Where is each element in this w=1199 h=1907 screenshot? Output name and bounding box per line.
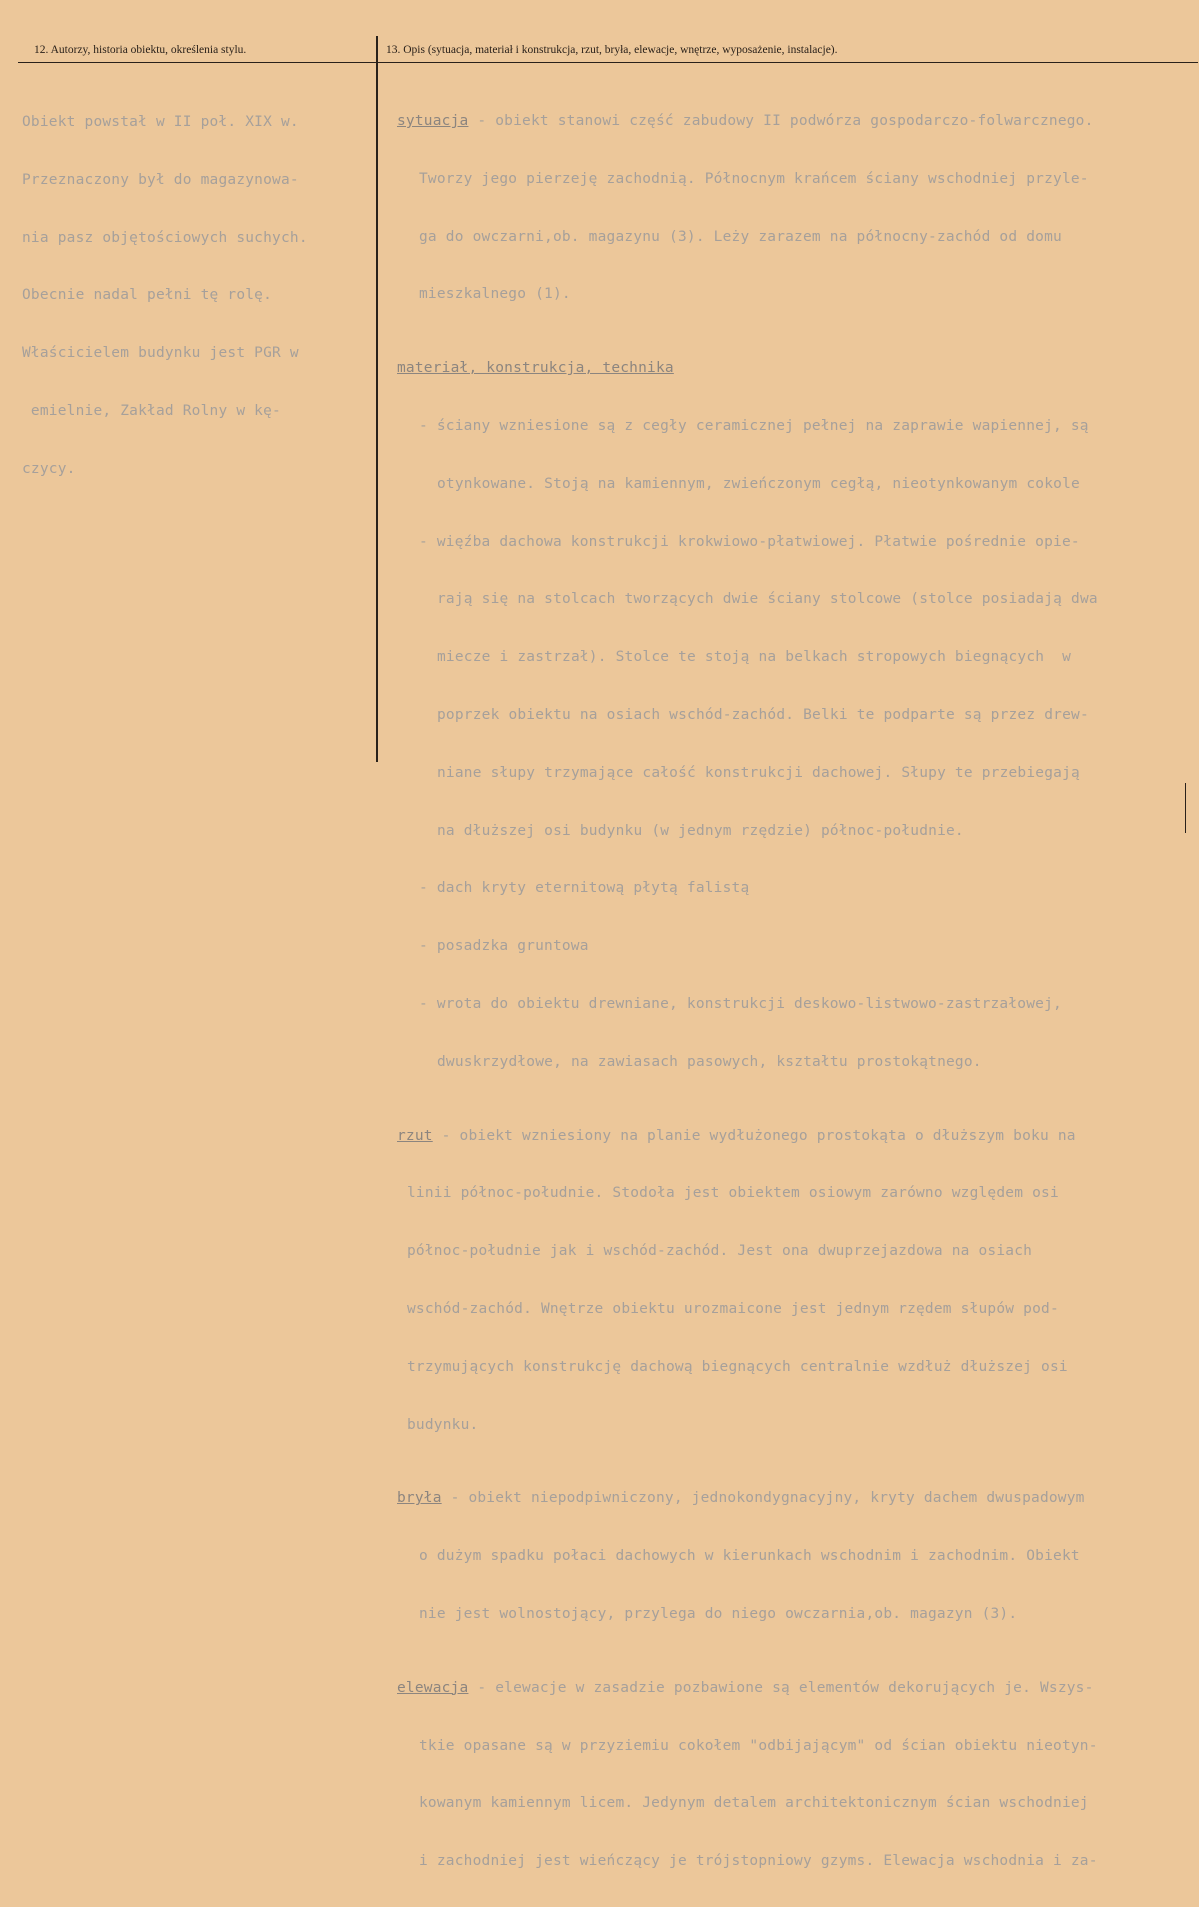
edge-mark [1185,783,1186,833]
text-line: nia pasz objętościowych suchych. [22,229,308,246]
text-line: Przeznaczony był do magazynowa- [22,171,299,188]
text-line: poprzek obiektu na osiach wschód-zachód. Belki te podparte są przez drew- [437,706,1089,723]
text-line: otynkowane. Stoją na kamiennym, zwieńczonym cegłą, nieotynkowanym cokole [437,475,1080,492]
text-line: miecze i zastrzał). Stolce te stoją na belkach stropowych biegnących w [437,649,1072,666]
text-line: czycy. [22,460,76,477]
section-13-header: 13. Opis (sytuacja, materiał i konstrukcja, rzut, bryła, elewacje, wnętrze, wyposażenie, instalacje). [386,44,838,56]
text-line: ga do owczarni,ob. magazynu (3). Leży zarazem na północny-zachód od domu [419,228,1062,245]
text-line: rają się na stolcach tworzących dwie ściany stolcowe (stolce posiadają dwa [437,591,1098,608]
header-rule [18,62,1198,63]
text-line [397,1124,1098,1150]
text-span: - elewacje w zasadzie pozbawione są elementów dekorujących je. Wszys- [468,1679,1094,1696]
keyword-elewacja: elewacja [397,1679,469,1696]
text-line: Obecnie nadal pełni tę rolę. [22,287,273,304]
text-line: kowanym kamiennym licem. Jedynym detalem architektonicznym ścian wschodniej [419,1795,1089,1812]
description-text [397,77,1098,1907]
text-line: Tworzy jego pierzeję zachodnią. Północnym krańcem ściany wschodniej przyle- [419,170,1089,187]
text-line: niane słupy trzymające całość konstrukcji dachowej. Słupy te przebiegają [437,764,1080,781]
text-line: - posadzka gruntowa [419,938,589,955]
text-line: budynku. [407,1416,479,1433]
text-line: tkie opasane są w przyziemiu cokołem "odbijającym" od ścian obiektu nieotyn- [419,1737,1098,1754]
text-line: - ściany wzniesione są z cegły ceramicznej pełnej na zaprawie wapiennej, są [419,417,1089,434]
text-line [397,1486,1098,1512]
text-line: - dach kryty eternitową płytą falistą [419,880,750,897]
text-line: emielnie, Zakład Rolny w kę- [22,402,281,419]
text-line: trzymujących konstrukcję dachową biegnących centralnie wzdłuż dłuższej osi [407,1358,1068,1375]
text-line [397,356,1098,382]
text-line: wschód-zachód. Wnętrze obiektu urozmaicone jest jednym rzędem słupów pod- [407,1300,1059,1317]
column-divider [376,36,378,762]
text-line: Obiekt powstał w II poł. XIX w. [22,114,299,130]
keyword-bryla: bryła [397,1490,442,1507]
text-line: - więźba dachowa konstrukcji krokwiowo-płatwiowej. Płatwie pośrednie opie- [419,533,1080,550]
history-text [22,78,308,515]
text-line: o dużym spadku połaci dachowych w kierunkach wschodnim i zachodnim. Obiekt [419,1548,1080,1565]
text-line: mieszkalnego (1). [419,286,571,303]
text-line: i zachodniej jest wieńczący je trójstopniowy gzyms. Elewacja wschodnia i za- [419,1853,1098,1870]
text-span: - obiekt stanowi część zabudowy II podwórza gospodarczo-folwarcznego. [468,113,1094,129]
text-line [397,1676,1098,1702]
text-line: Właścicielem budynku jest PGR w [22,345,299,362]
keyword-material: materiał, konstrukcja, technika [397,360,674,377]
keyword-sytuacja: sytuacja [397,113,469,129]
text-line: dwuskrzydłowe, na zawiasach pasowych, kształtu prostokątnego. [437,1053,982,1070]
text-span: - obiekt niepodpiwniczony, jednokondygnacyjny, kryty dachem dwuspadowym [441,1490,1085,1507]
section-12-header: 12. Autorzy, historia obiektu, określenia stylu. [34,44,247,56]
text-span: - obiekt wzniesiony na planie wydłużonego prostokąta o dłuższym boku na [432,1127,1076,1144]
text-line [397,109,1098,135]
text-line: - wrota do obiektu drewniane, konstrukcji deskowo-listwowo-zastrzałowej, [419,995,1062,1012]
keyword-rzut: rzut [397,1127,433,1144]
text-line: północ-południe jak i wschód-zachód. Jest ona dwuprzejazdowa na osiach [407,1243,1033,1260]
text-line: linii północ-południe. Stodoła jest obiektem osiowym zarówno względem osi [407,1185,1059,1202]
text-line: na dłuższej osi budynku (w jednym rzędzie) północ-południe. [437,822,964,839]
text-line: nie jest wolnostojący, przylega do niego owczarnia,ob. magazyn (3). [419,1605,1018,1622]
